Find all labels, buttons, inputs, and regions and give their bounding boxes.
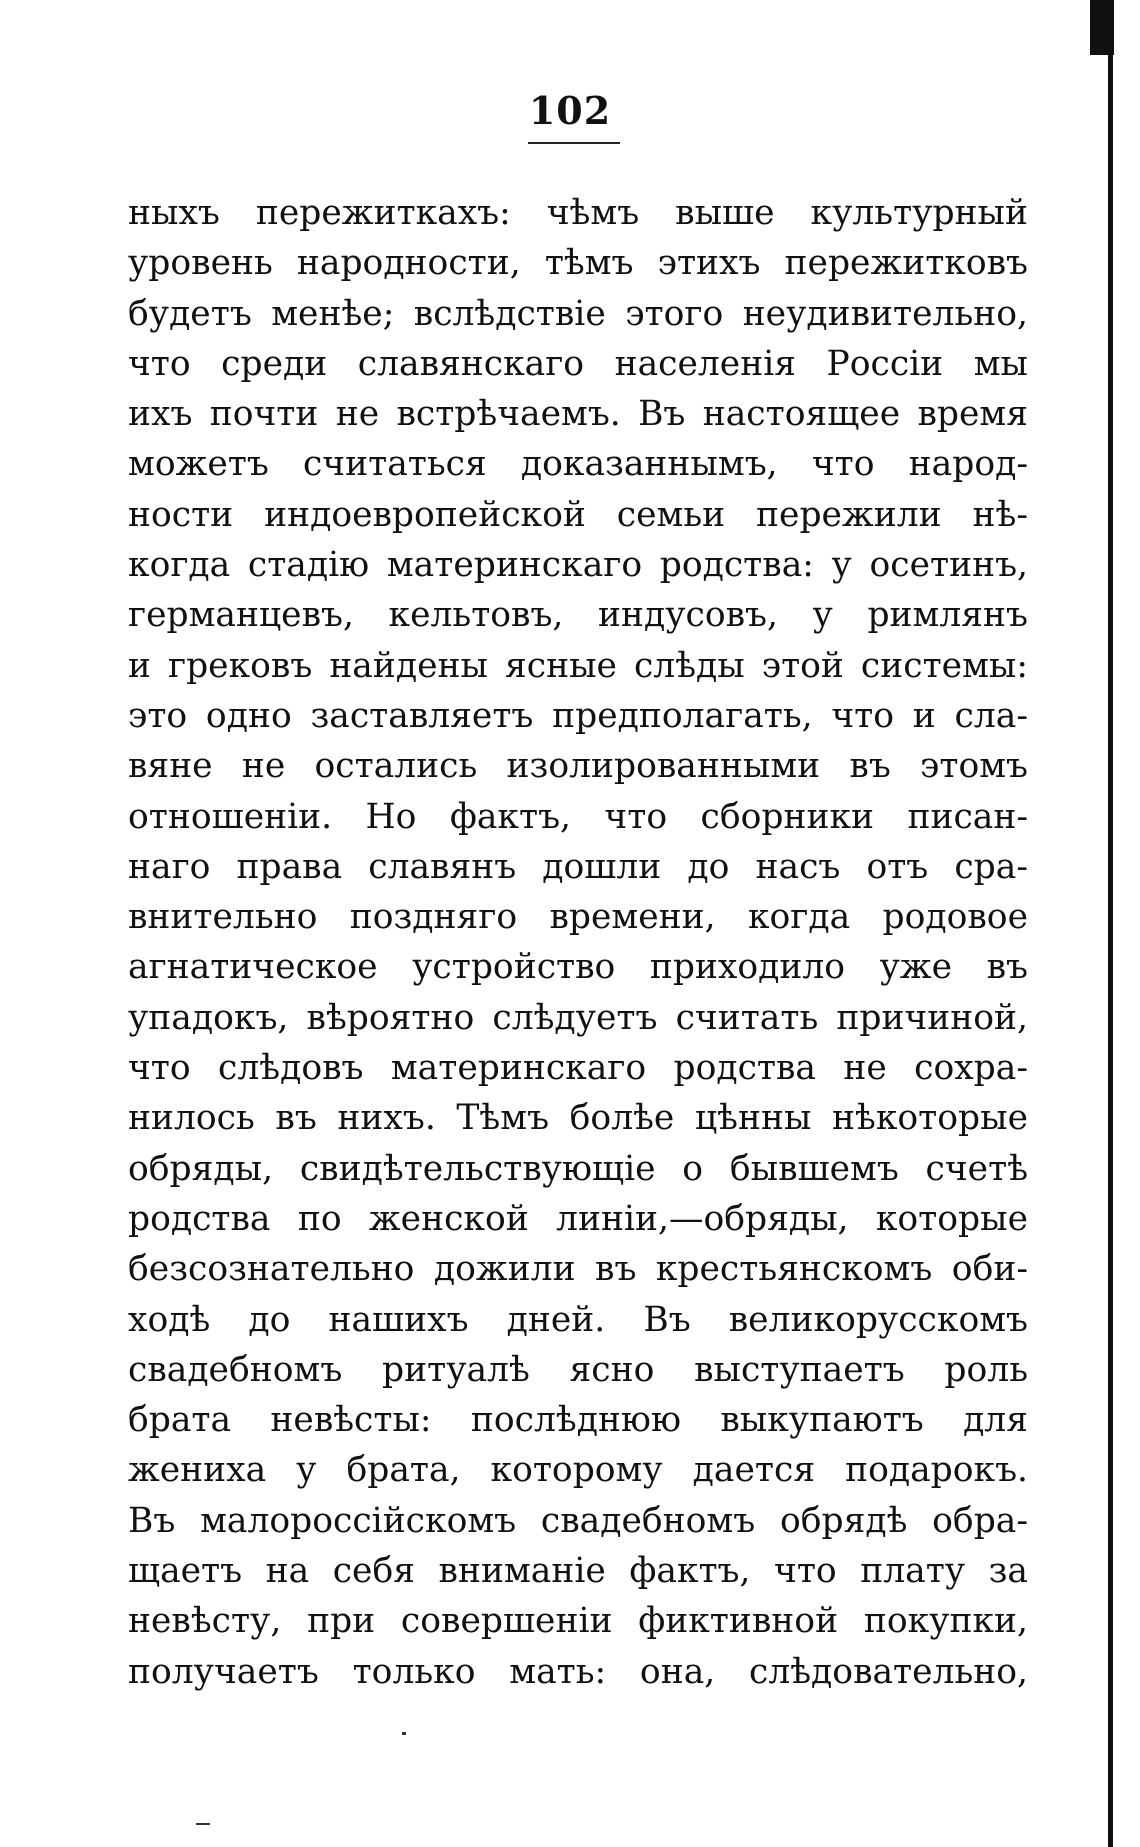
text-line: это одно заставляетъ предполагать, что и сла- [128,695,1028,736]
text-line: агнатическое устройство приходило уже въ [128,947,1028,988]
text-line: ности индоевропейской семьи пережили нѣ- [128,494,1028,535]
page-number: 102 [528,88,612,133]
text-line: ныхъ пережиткахъ: чѣмъ выше культурный [128,193,1028,233]
text-line: внительно поздняго времени, когда родовое [128,897,1028,938]
text-line: наго права славянъ дошли до насъ отъ сра- [128,846,1028,887]
text-line: нилось въ нихъ. Тѣмъ болѣе цѣнны нѣкоторые [128,1098,1028,1139]
text-line: и грековъ найдены ясные слѣды этой системы: [128,645,1028,686]
text-line: щаетъ на себя вниманіе фактъ, что плату за [128,1551,1028,1592]
text-line: жениха у брата, которому дается подарокъ. [128,1450,1028,1491]
text-line: будетъ менѣе; вслѣдствіе этого неудивительно, [128,293,1028,334]
page-number-rule [528,142,620,144]
text-line: упадокъ, вѣроятно слѣдуетъ считать причиной, [128,997,1028,1038]
text-line: можетъ считаться доказаннымъ, что народ- [128,444,1028,485]
text-line: свадебномъ ритуалѣ ясно выступаетъ роль [128,1349,1028,1390]
text-line: германцевъ, кельтовъ, индусовъ, у римлянъ [128,595,1028,636]
text-line: уровень народности, тѣмъ этихъ пережитковъ [128,243,1028,284]
text-line: Въ малороссійскомъ свадебномъ обрядѣ обра- [128,1500,1028,1541]
scan-speck [196,1823,210,1825]
text-line: что среди славянскаго населенія Россіи мы [128,343,1028,384]
text-line: ихъ почти не встрѣчаемъ. Въ настоящее время [128,394,1028,435]
text-line: ходѣ до нашихъ дней. Въ великорусскомъ [128,1299,1028,1340]
text-line: безсознательно дожили въ крестьянскомъ оби- [128,1249,1028,1290]
text-line: брата невѣсты: послѣднюю выкупаютъ для [128,1400,1028,1441]
text-line: получаетъ только мать: она, слѣдовательно, [128,1651,1028,1692]
text-line: вяне не остались изолированными въ этомъ [128,746,1028,787]
scan-speck [402,1732,406,1735]
binding-edge [1108,0,1113,1847]
text-line: родства по женской линіи,—обряды, которые [128,1198,1028,1239]
text-line: отношеніи. Но фактъ, что сборники писан- [128,796,1028,837]
body-text [128,188,1028,1697]
text-line: когда стадію материнскаго родства: у осетинъ, [128,545,1028,586]
text-line: невѣсту, при совершеніи фиктивной покупки, [128,1601,1028,1642]
text-line: обряды, свидѣтельствующіе о бывшемъ счетѣ [128,1148,1028,1189]
text-line: что слѣдовъ материнскаго родства не сохра- [128,1048,1028,1089]
